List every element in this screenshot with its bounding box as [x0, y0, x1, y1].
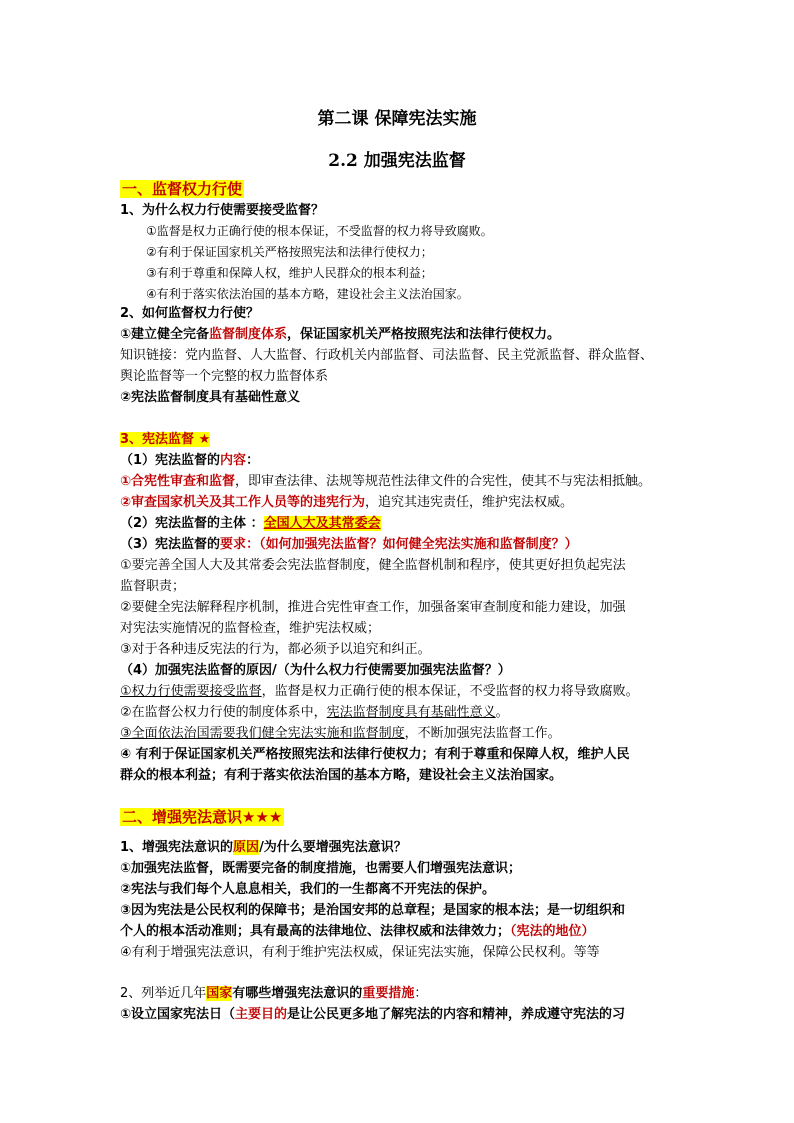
reason-3: ③有利于尊重和保障人权，维护人民群众的根本利益；	[146, 266, 433, 280]
cause-3: ③全面依法治国需要我们健全宪法实施和监督制度，不断加强宪法监督工作。	[120, 726, 561, 741]
measure-1: ①设立国家宪法日（主要目的是让公民更多地了解宪法的内容和精神，养成遵守宪法的习	[120, 1007, 626, 1022]
content-2: ②审查国家机关及其工作人员等的违宪行为，追究其违宪责任，维护宪法权威。	[120, 495, 574, 510]
section-1-heading: 一、监督权力行使	[122, 180, 243, 198]
page-title: 第二课 保障宪法实施	[317, 109, 477, 129]
question-1: 1、为什么权力行使需要接受监督？	[120, 203, 325, 218]
answer-2: ②宪法监督制度具有基础性意义	[120, 390, 301, 405]
reason-4: ④有利于落实依法治国的基本方略，建设社会主义法治国家。	[146, 287, 469, 301]
point-1: （1）宪法监督的内容：	[120, 453, 260, 468]
reason-1: ①监督是权力正确行使的根本保证，不受监督的权力将导致腐败。	[146, 224, 493, 238]
requirement-1a: ①要完善全国人大及其常委会宪法监督制度，健全监督机制和程序，使其更好担负起宪法	[120, 558, 626, 573]
requirement-1b: 监督职责；	[120, 579, 186, 594]
content-1: ①合宪性审查和监督，即审查法律、法规等规范性法律文件的合宪性，使其不与宪法相抵触。	[120, 474, 652, 489]
cause-4b: 群众的根本利益；有利于落实依法治国的基本方略，建设社会主义法治国家。	[120, 768, 563, 783]
requirement-2a: ②要健全宪法解释程序机制，推进合宪性审查工作，加强备案审查制度和能力建设，加强	[120, 600, 626, 615]
cause-2: ②在监督公权力行使的制度体系中，宪法监督制度具有基础性意义。	[120, 705, 509, 720]
requirement-2b: 对宪法实施情况的监督检查，维护宪法权威；	[120, 621, 381, 636]
knowledge-link-line-1: 知识链接：党内监督、人大监督、行政机关内部监督、司法监督、民主党派监督、群众监督、	[120, 348, 654, 363]
cause-4a: ④ 有利于保证国家机关严格按照宪法和法律行使权力；有利于尊重和保障人权，维护人民	[120, 747, 630, 762]
page-subtitle: 2.2 加强宪法监督	[328, 151, 466, 171]
section-3-heading: 3、宪法监督 ★	[120, 432, 211, 447]
reason-answer-1: ①加强宪法监督，既需要完备的制度措施，也需要人们增强宪法意识；	[120, 861, 522, 876]
point-2: （2）宪法监督的主体 ：全国人大及其常委会	[120, 516, 381, 531]
reason-answer-4: ④有利于增强宪法意识，有利于维护宪法权威，保证宪法实施，保障公民权利。等等	[120, 945, 600, 960]
section-2-heading: 二、增强宪法意识★★★	[122, 808, 283, 826]
reason-2: ②有利于保证国家机关严格按照宪法和法律行使权力；	[146, 245, 433, 259]
reason-answer-3b: 个人的根本活动准则；具有最高的法律地位、法律权威和法律效力；（宪法的地位）	[120, 924, 595, 939]
reason-question: 1、增强宪法意识的原因/为什么要增强宪法意识？	[120, 840, 407, 855]
measures-question: 2、列举近几年国家有哪些增强宪法意识的重要措施：	[120, 986, 428, 1001]
reason-answer-3a: ③因为宪法是公民权利的保障书；是治国安邦的总章程；是国家的根本法；是一切组织和	[120, 903, 626, 918]
knowledge-link-line-2: 舆论监督等一个完整的权力监督体系	[120, 369, 329, 384]
point-4: （4）加强宪法监督的原因/（为什么权力行使需要加强宪法监督？）	[120, 663, 511, 678]
reason-answer-2: ②宪法与我们每个人息息相关，我们的一生都离不开宪法的保护。	[120, 882, 496, 897]
point-3: （3）宪法监督的要求：（如何加强宪法监督？如何健全宪法实施和监督制度？）	[120, 537, 578, 552]
requirement-3: ③对于各种违反宪法的行为，都必须予以追究和纠正。	[120, 642, 431, 657]
question-2: 2、如何监督权力行使？	[120, 306, 260, 321]
answer-1: ①建立健全完备监督制度体系，保证国家机关严格按照宪法和法律行使权力。	[120, 327, 561, 342]
cause-1: ①权力行使需要接受监督，监督是权力正确行使的根本保证，不受监督的权力将导致腐败。	[120, 684, 639, 699]
